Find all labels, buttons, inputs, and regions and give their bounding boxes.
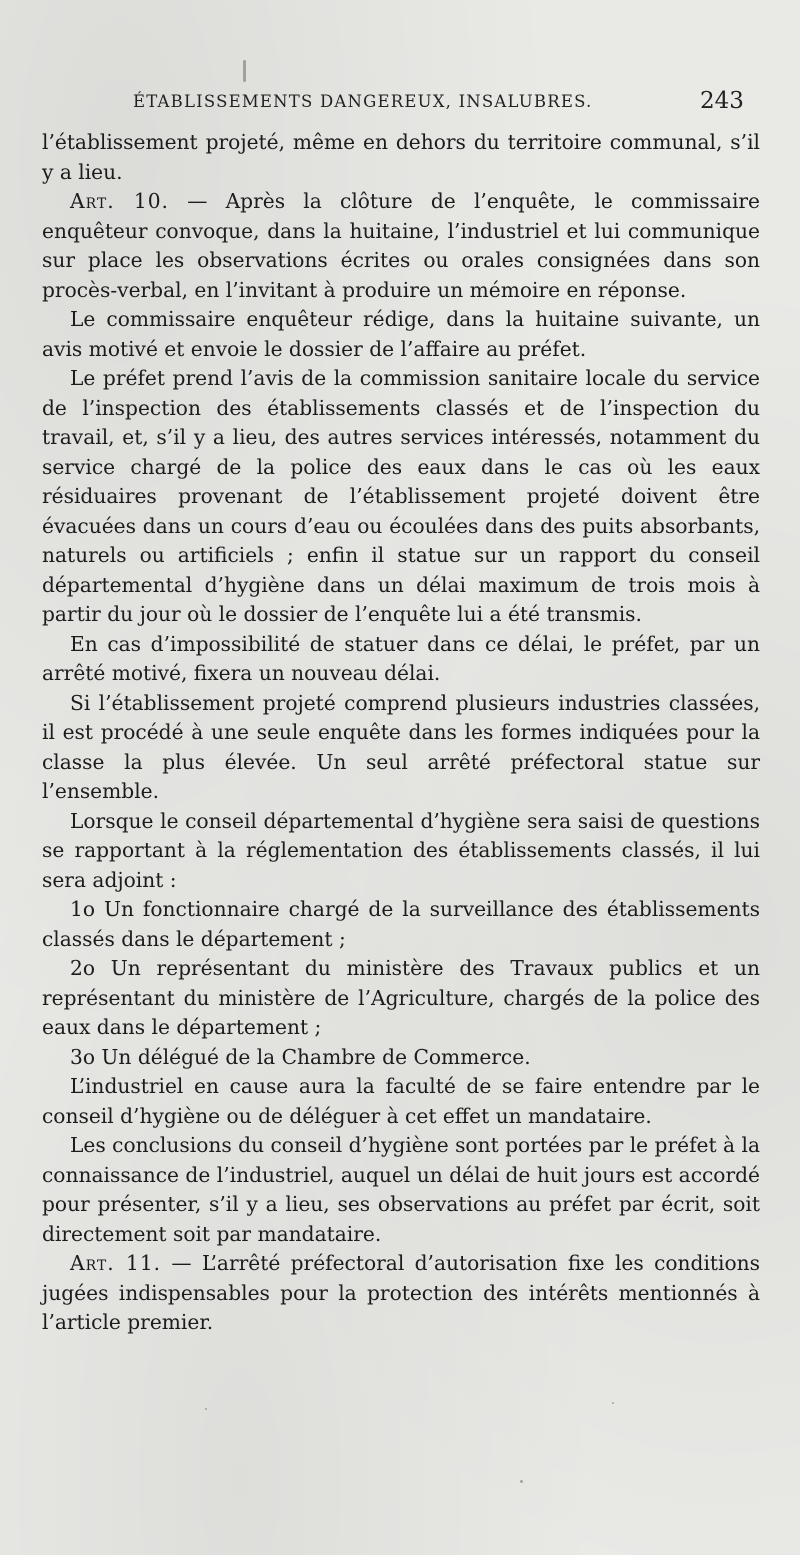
paper-speck bbox=[243, 60, 246, 82]
paragraph bbox=[42, 807, 760, 896]
paragraph-text: 1o Un fonctionnaire chargé de la surveillance des établissements classés dans le département ; bbox=[42, 897, 760, 951]
paragraph-text: En cas d’impossibilité de statuer dans ce délai, le préfet, par un arrêté motivé, fixera un nouveau délai. bbox=[42, 631, 760, 685]
paragraph-text: 3o Un délégué de la Chambre de Commerce. bbox=[70, 1044, 531, 1069]
list-item-3 bbox=[42, 1043, 760, 1073]
paragraph-text: L’industriel en cause aura la faculté de se faire entendre par le conseil d’hygiène ou de déléguer à cet effet un mandataire. bbox=[42, 1074, 760, 1128]
paragraph bbox=[42, 1072, 760, 1131]
paragraph-text: Les conclusions du conseil d’hygiène sont portées par le préfet à la connaissance de l’industriel, auquel un délai de huit jours est accordé pour présenter, s’il y a lieu, ses observations au préfet par écrit, soit directement soit par mandataire. bbox=[42, 1133, 760, 1246]
list-item-1 bbox=[42, 895, 760, 954]
list-item-2 bbox=[42, 954, 760, 1043]
article-label: Art. 10. bbox=[70, 189, 169, 213]
paragraph-text: — Après la clôture de l’enquête, le commissaire enquêteur convoque, dans la huitaine, l’industriel et lui communique sur place les observations écrites ou orales consignées dans son procès-verbal, en l’invitant à produire un mémoire en réponse. bbox=[42, 189, 760, 302]
article-11 bbox=[42, 1249, 760, 1338]
paragraph bbox=[42, 1131, 760, 1249]
paper-speck bbox=[520, 1480, 523, 1483]
paragraph bbox=[42, 689, 760, 807]
article-label: Art. 11. bbox=[70, 1251, 162, 1275]
running-title: ÉTABLISSEMENTS DANGEREUX, INSALUBRES. bbox=[133, 92, 593, 111]
paragraph-text: l’établissement projeté, même en dehors du territoire communal, s’il y a lieu. bbox=[42, 130, 760, 184]
paragraph-text: Lorsque le conseil départemental d’hygiène sera saisi de questions se rapportant à la réglementation des établissements classés, il lui sera adjoint : bbox=[42, 808, 760, 892]
paragraph-text: Le commissaire enquêteur rédige, dans la huitaine suivante, un avis motivé et envoie le dossier de l’affaire au préfet. bbox=[42, 307, 760, 361]
paragraph bbox=[42, 364, 760, 630]
paragraph-text: Le préfet prend l’avis de la commission sanitaire locale du service de l’inspection des établissements classés et de l’inspection du travail, et, s’il y a lieu, des autres services intéressés, notamment du service chargé de la police des eaux dans le cas où les eaux résiduaires provenant de l’établissement projeté doivent être évacuées dans un cours d’eau ou écoulées dans des puits absorbants, naturels ou artificiels ; enfin il statue sur un rapport du conseil départemental d’hygiène dans un délai maximum de trois mois à partir du jour où le dossier de l’enquête lui a été transmis. bbox=[42, 366, 760, 626]
paragraph-continuation bbox=[42, 128, 760, 187]
paper-speck bbox=[612, 1402, 614, 1404]
paragraph bbox=[42, 305, 760, 364]
paragraph bbox=[42, 630, 760, 689]
paragraph-text: Si l’établissement projeté comprend plusieurs industries classées, il est procédé à une seule enquête dans les formes indiquées pour la classe la plus élevée. Un seul arrêté préfectoral statue sur l’ensemble. bbox=[42, 690, 760, 803]
paragraph-text: — L’arrêté préfectoral d’autorisation fixe les conditions jugées indispensables pour la protection des intérêts mentionnés à l’article premier. bbox=[42, 1251, 760, 1334]
paper-speck bbox=[205, 1408, 207, 1410]
article-10 bbox=[42, 187, 760, 305]
paragraph-text: 2o Un représentant du ministère des Travaux publics et un représentant du ministère de l’Agriculture, chargés de la police des eaux dans le département ; bbox=[42, 956, 760, 1039]
page-number: 243 bbox=[700, 88, 744, 114]
running-head bbox=[0, 88, 800, 122]
body-text bbox=[42, 128, 760, 1338]
